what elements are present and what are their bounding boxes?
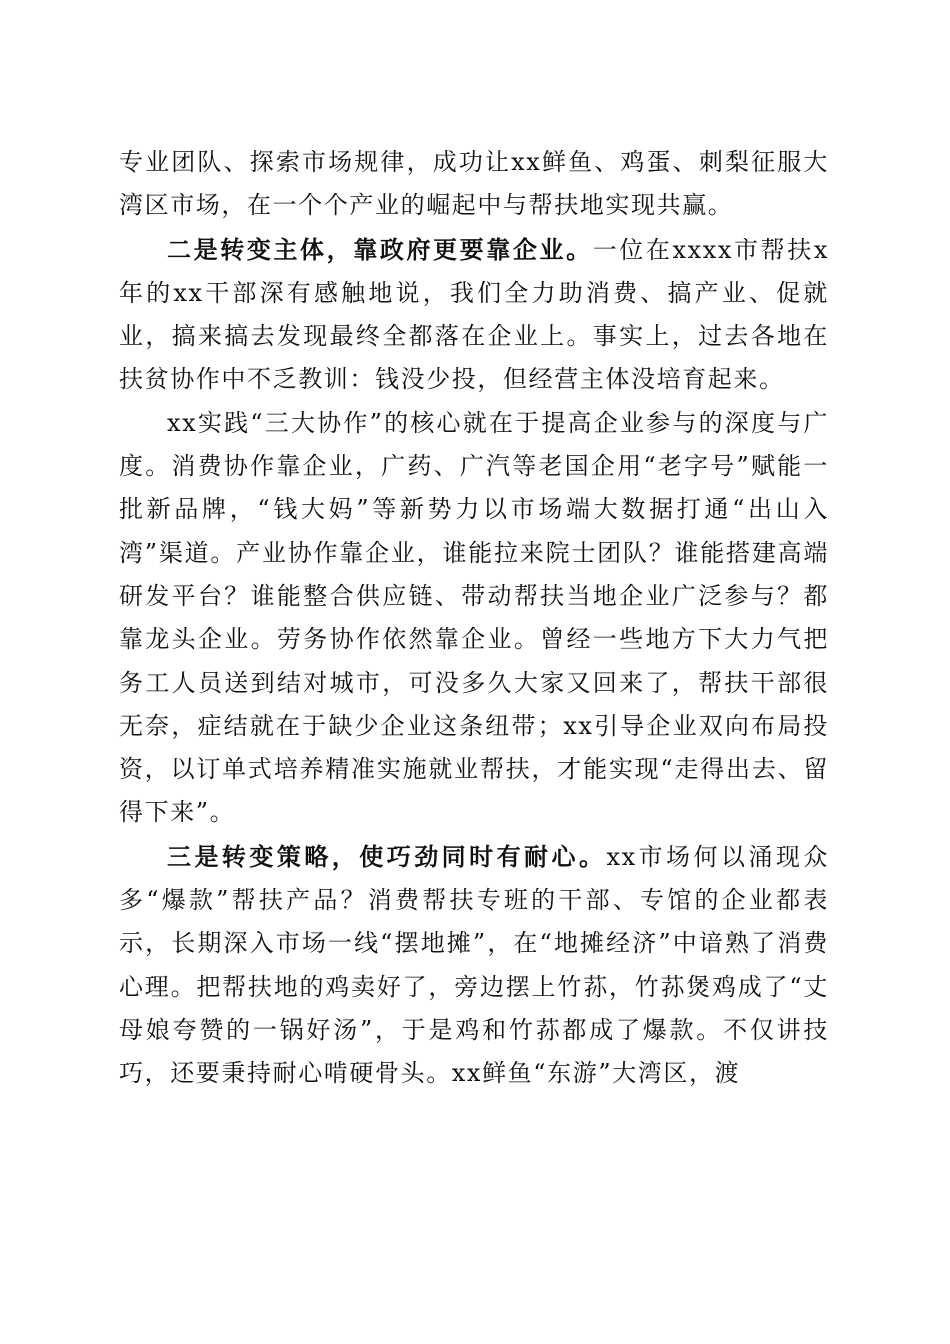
- paragraph-text: xx实践“三大协作”的核心就在于提高企业参与的深度与广度。消费协作靠企业，广药、广汽等老国企用“老字号”赋能一批新品牌，“钱大妈”等新势力以市场端大数据打通“出山入湾”渠道。产业协作靠企业，谁能拉来院士团队？谁能搭建高端研发平台？谁能整合供应链、带动帮扶当地企业广泛参与？都靠龙头企业。劳务协作依然靠企业。曾经一些地方下大力气把务工人员送到结对城市，可没多久大家又回来了，帮扶干部很无奈，症结就在于缺少企业这条纽带；xx引导企业双向布局投资，以订单式培养精准实施就业帮扶，才能实现“走得出去、留得下来”。: [119, 408, 829, 827]
- document-body: [119, 141, 829, 1096]
- paragraph-point-three: [119, 835, 829, 1096]
- paragraph-enterprise-collaboration: [119, 402, 829, 835]
- paragraph-text: 一位在xxxx市帮扶x年的xx干部深有感触地说，我们全力助消费、搞产业、促就业，搞来搞去发现最终全都落在企业上。事实上，过去各地在扶贫协作中不乏教训：钱没少投，但经营主体没培育起来。: [119, 235, 829, 394]
- paragraph-lead-heading: 三是转变策略，使巧劲同时有耐心。: [167, 841, 607, 871]
- paragraph-text: xx市场何以涌现众多“爆款”帮扶产品？消费帮扶专班的干部、专馆的企业都表示，长期深入市场一线“摆地摊”，在“地摊经济”中谙熟了消费心理。把帮扶地的鸡卖好了，旁边摆上竹荪，竹荪煲鸡成了“丈母娘夸赞的一锅好汤”，于是鸡和竹荪都成了爆款。不仅讲技巧，还要秉持耐心啃硬骨头。xx鲜鱼“东游”大湾区，渡: [119, 842, 829, 1088]
- paragraph-continuation: [119, 141, 829, 228]
- paragraph-lead-heading: 二是转变主体，靠政府更要靠企业。: [167, 234, 593, 264]
- paragraph-text: 专业团队、探索市场规律，成功让xx鲜鱼、鸡蛋、刺梨征服大湾区市场，在一个个产业的崛起中与帮扶地实现共赢。: [119, 148, 829, 220]
- paragraph-point-two: [119, 228, 829, 402]
